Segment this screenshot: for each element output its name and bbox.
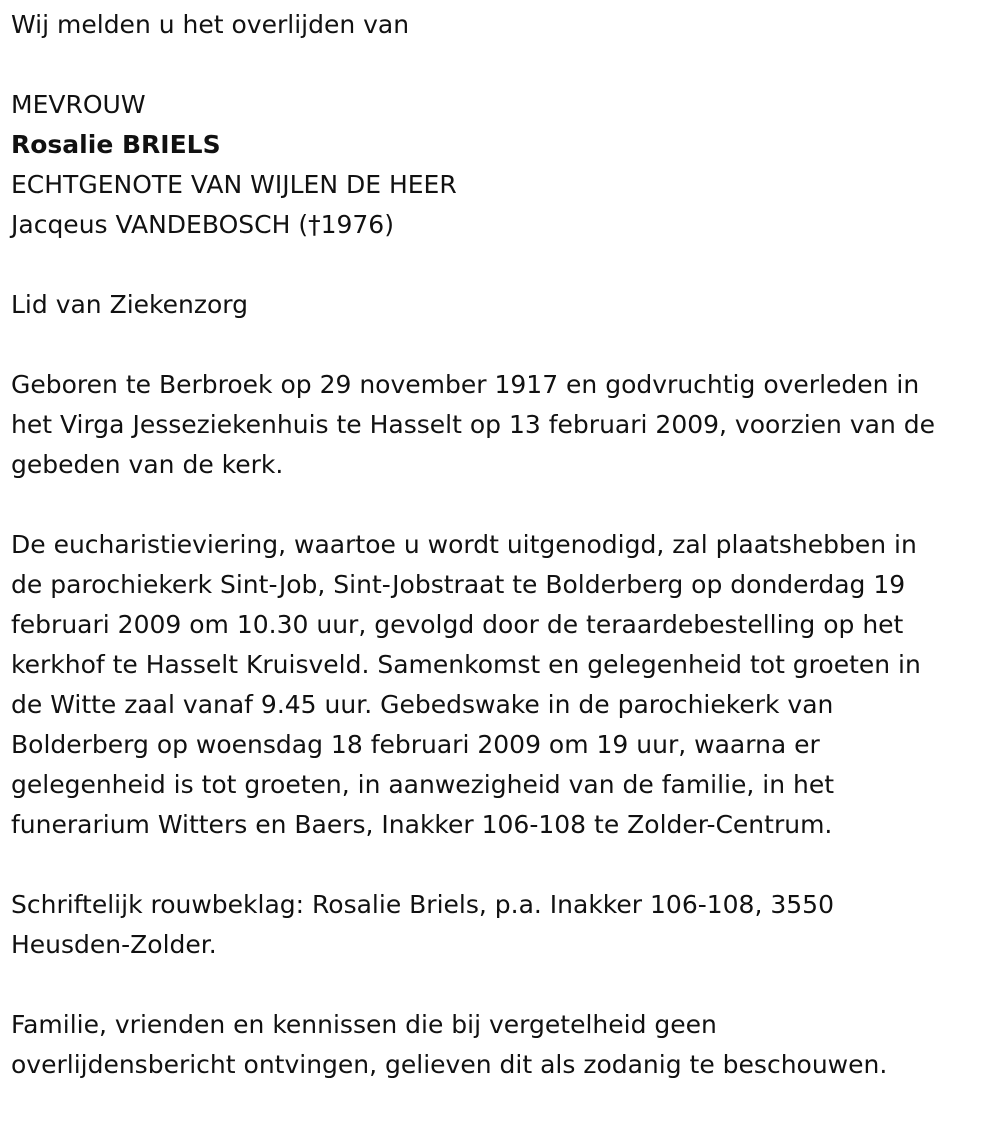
paragraph-line: kerkhof te Hasselt Kruisveld. Samenkomst en gelegenheid tot groeten in [11, 650, 921, 679]
birth-death-paragraph [11, 365, 991, 485]
spacer [11, 45, 991, 85]
paragraph-line: funerarium Witters en Baers, Inakker 106-108 te Zolder-Centrum. [11, 810, 833, 839]
ceremony-paragraph [11, 525, 991, 845]
paragraph-line: Familie, vrienden en kennissen die bij vergetelheid geen [11, 1010, 717, 1039]
spacer [11, 245, 991, 285]
deceased-relation: ECHTGENOTE VAN WIJLEN DE HEER [11, 170, 457, 199]
paragraph-line: Bolderberg op woensdag 18 februari 2009 om 19 uur, waarna er [11, 730, 820, 759]
deceased-spouse: Jacqeus VANDEBOSCH (†1976) [11, 210, 394, 239]
closing-paragraph [11, 1005, 991, 1085]
paragraph-line: het Virga Jesseziekenhuis te Hasselt op 13 februari 2009, voorzien van de [11, 410, 935, 439]
paragraph-line: Geboren te Berbroek op 29 november 1917 en godvruchtig overleden in [11, 370, 920, 399]
condolences-paragraph [11, 885, 991, 965]
paragraph-line: De eucharistieviering, waartoe u wordt uitgenodigd, zal plaatshebben in [11, 530, 917, 559]
paragraph-line: de parochiekerk Sint-Job, Sint-Jobstraat te Bolderberg op donderdag 19 [11, 570, 906, 599]
paragraph-line: Schriftelijk rouwbeklag: Rosalie Briels, p.a. Inakker 106-108, 3550 [11, 890, 834, 919]
paragraph-line: gelegenheid is tot groeten, in aanwezigheid van de familie, in het [11, 770, 835, 799]
intro-text [11, 5, 991, 45]
spacer [11, 845, 991, 885]
intro-line: Wij melden u het overlijden van [11, 10, 410, 39]
paragraph-line: de Witte zaal vanaf 9.45 uur. Gebedswake in de parochiekerk van [11, 690, 834, 719]
paragraph-line: februari 2009 om 10.30 uur, gevolgd door de teraardebestelling op het [11, 610, 904, 639]
membership-text [11, 285, 991, 325]
deceased-title: MEVROUW [11, 90, 146, 119]
deceased-name: Rosalie BRIELS [11, 130, 221, 159]
spacer [11, 965, 991, 1005]
paragraph-line: Heusden-Zolder. [11, 930, 217, 959]
spacer [11, 485, 991, 525]
paragraph-line: gebeden van de kerk. [11, 450, 284, 479]
paragraph-line: overlijdensbericht ontvingen, gelieven dit als zodanig te beschouwen. [11, 1050, 888, 1079]
membership-line: Lid van Ziekenzorg [11, 290, 248, 319]
deceased-block [11, 85, 991, 245]
spacer [11, 325, 991, 365]
